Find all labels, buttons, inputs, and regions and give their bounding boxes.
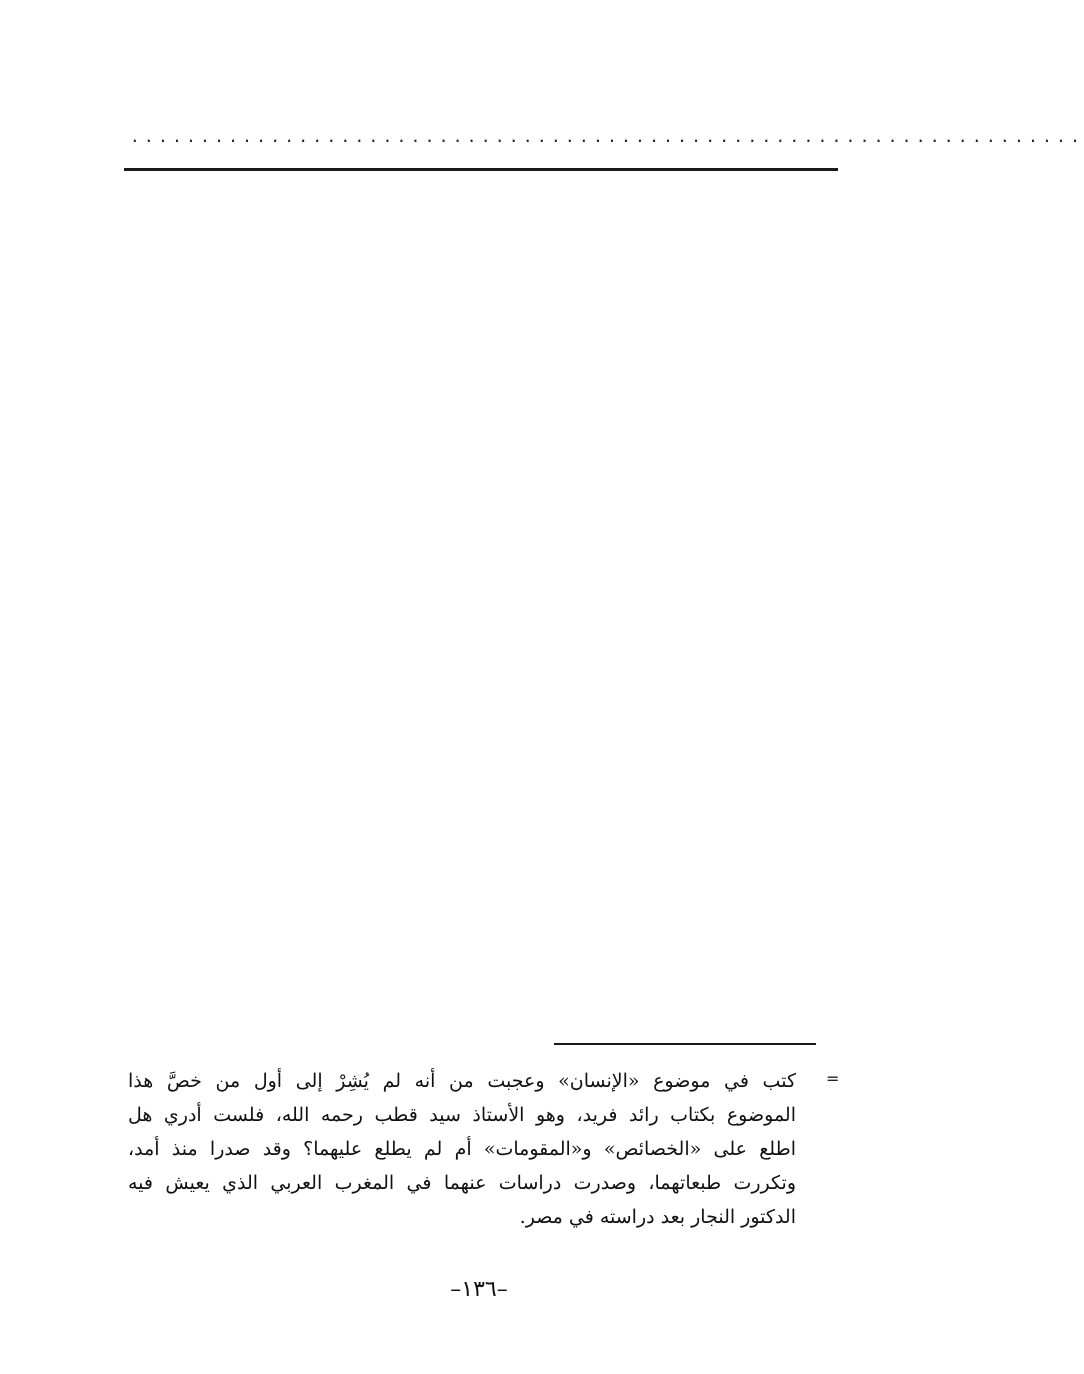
header-rule bbox=[124, 168, 838, 171]
footnote-line-1: كتب في موضوع «الإنسان» وعجبت من أنه لم يُشِرْ إلى أول من خصَّ هذا bbox=[128, 1070, 796, 1092]
footnote-separator bbox=[554, 1043, 816, 1045]
footnote-line-3: اطلع على «الخصائص» و«المقومات» أم لم يطلع عليهما؟ وقد صدرا منذ أمد، bbox=[128, 1138, 796, 1160]
page-number: –١٣٦– bbox=[450, 1277, 508, 1302]
footnote-line-2: الموضوع بكتاب رائد فريد، وهو الأستاذ سيد قطب رحمه الله، فلست أدري هل bbox=[128, 1104, 796, 1126]
footnote bbox=[128, 1064, 796, 1234]
footnote-line-5: الدكتور النجار بعد دراسته في مصر. bbox=[519, 1206, 796, 1228]
dotted-header-line: .................................................................... bbox=[130, 127, 1084, 146]
footnote-line-4: وتكررت طبعاتهما، وصدرت دراسات عنهما في المغرب العربي الذي يعيش فيه bbox=[128, 1172, 796, 1194]
footnote-continuation-mark: = bbox=[826, 1069, 840, 1088]
